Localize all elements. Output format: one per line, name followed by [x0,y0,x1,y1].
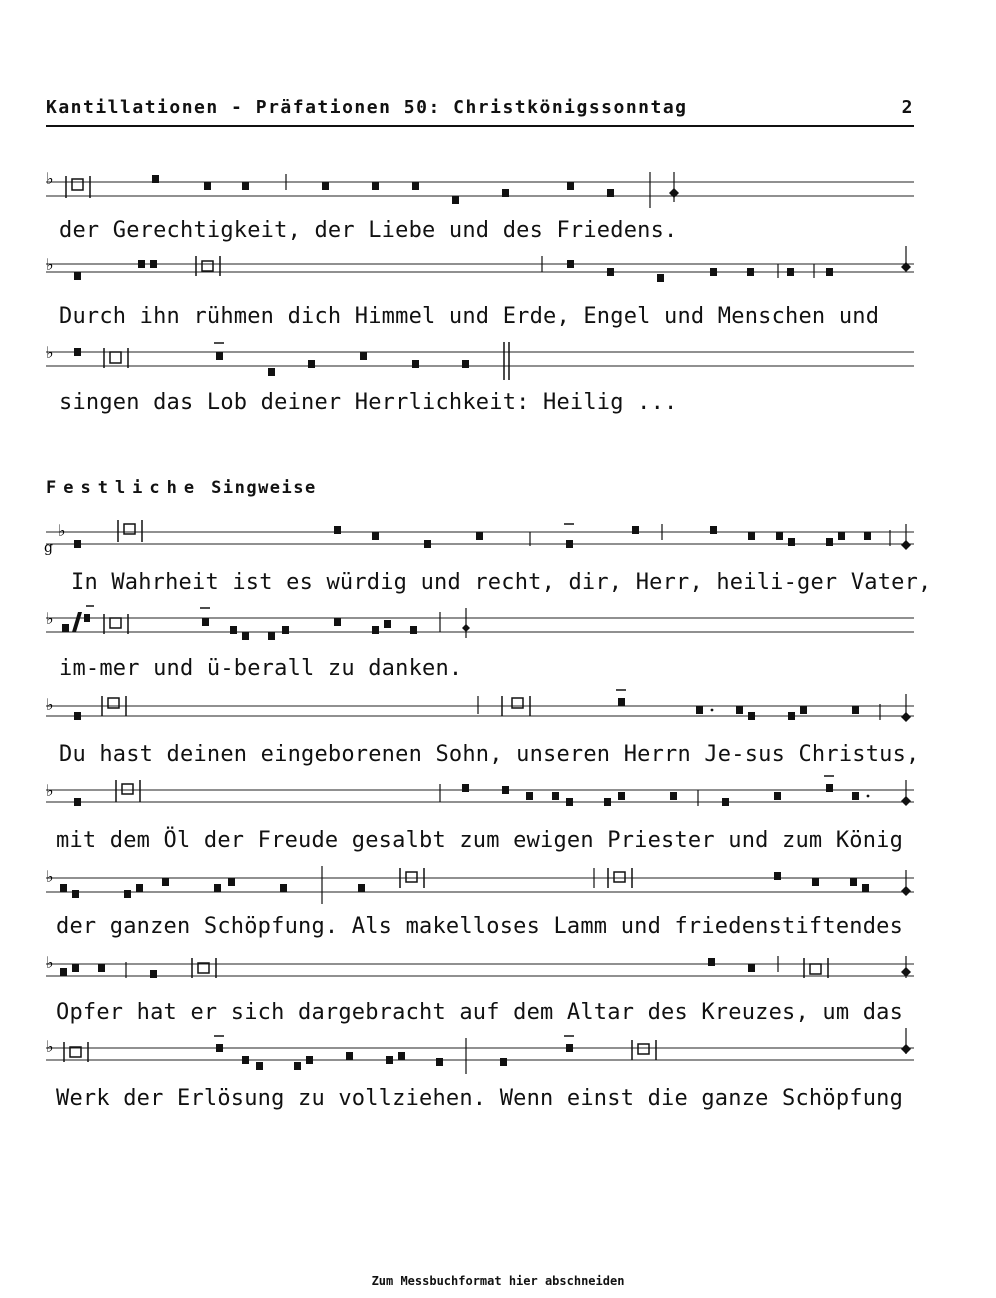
lyric-line-5: im-mer und ü-berall zu danken. [59,656,463,681]
lyric-line-1: der Gerechtigkeit, der Liebe und des Friedens. [59,218,678,243]
svg-text:♭: ♭ [46,1037,54,1056]
svg-text:♭: ♭ [46,695,54,714]
svg-text:♭: ♭ [46,609,54,628]
section-heading [46,478,317,498]
svg-text:♭: ♭ [46,255,54,274]
lyric-line-3: singen das Lob deiner Herrlichkeit: Heilig ... [59,390,678,415]
svg-text:♭: ♭ [46,953,54,972]
lyric-line-8: der ganzen Schöpfung. Als makelloses Lamm und friedenstiftendes [56,914,904,939]
lyric-line-9: Opfer hat er sich dargebracht auf dem Altar des Kreuzes, um das [56,1000,904,1025]
section-heading-spaced: Festliche [46,478,202,498]
svg-text:♭: ♭ [46,169,54,188]
lyric-line-2: Durch ihn rühmen dich Himmel und Erde, Engel und Menschen und [59,304,880,329]
lyric-line-7: mit dem Öl der Freude gesalbt zum ewigen Priester und zum König [56,828,904,853]
section-heading-normal: Singweise [211,478,317,498]
svg-text:♭: ♭ [46,343,54,362]
footer-note: Zum Messbuchformat hier abschneiden [371,1274,625,1288]
svg-text:♭: ♭ [46,867,54,886]
page-number: 2 [901,97,914,118]
page-title: Kantillationen - Präfationen 50: Christkönigssonntag [46,97,688,118]
svg-text:g: g [44,540,53,556]
lyric-line-6: Du hast deinen eingeborenen Sohn, unseren Herrn Je-sus Christus, [59,742,920,767]
svg-text:♭: ♭ [46,781,54,800]
lyric-line-10: Werk der Erlösung zu vollziehen. Wenn einst die ganze Schöpfung [56,1086,904,1111]
page-header [46,97,914,127]
svg-text:♭: ♭ [58,521,66,540]
lyric-line-4: In Wahrheit ist es würdig und recht, dir, Herr, heili-ger Vater, [71,570,932,595]
